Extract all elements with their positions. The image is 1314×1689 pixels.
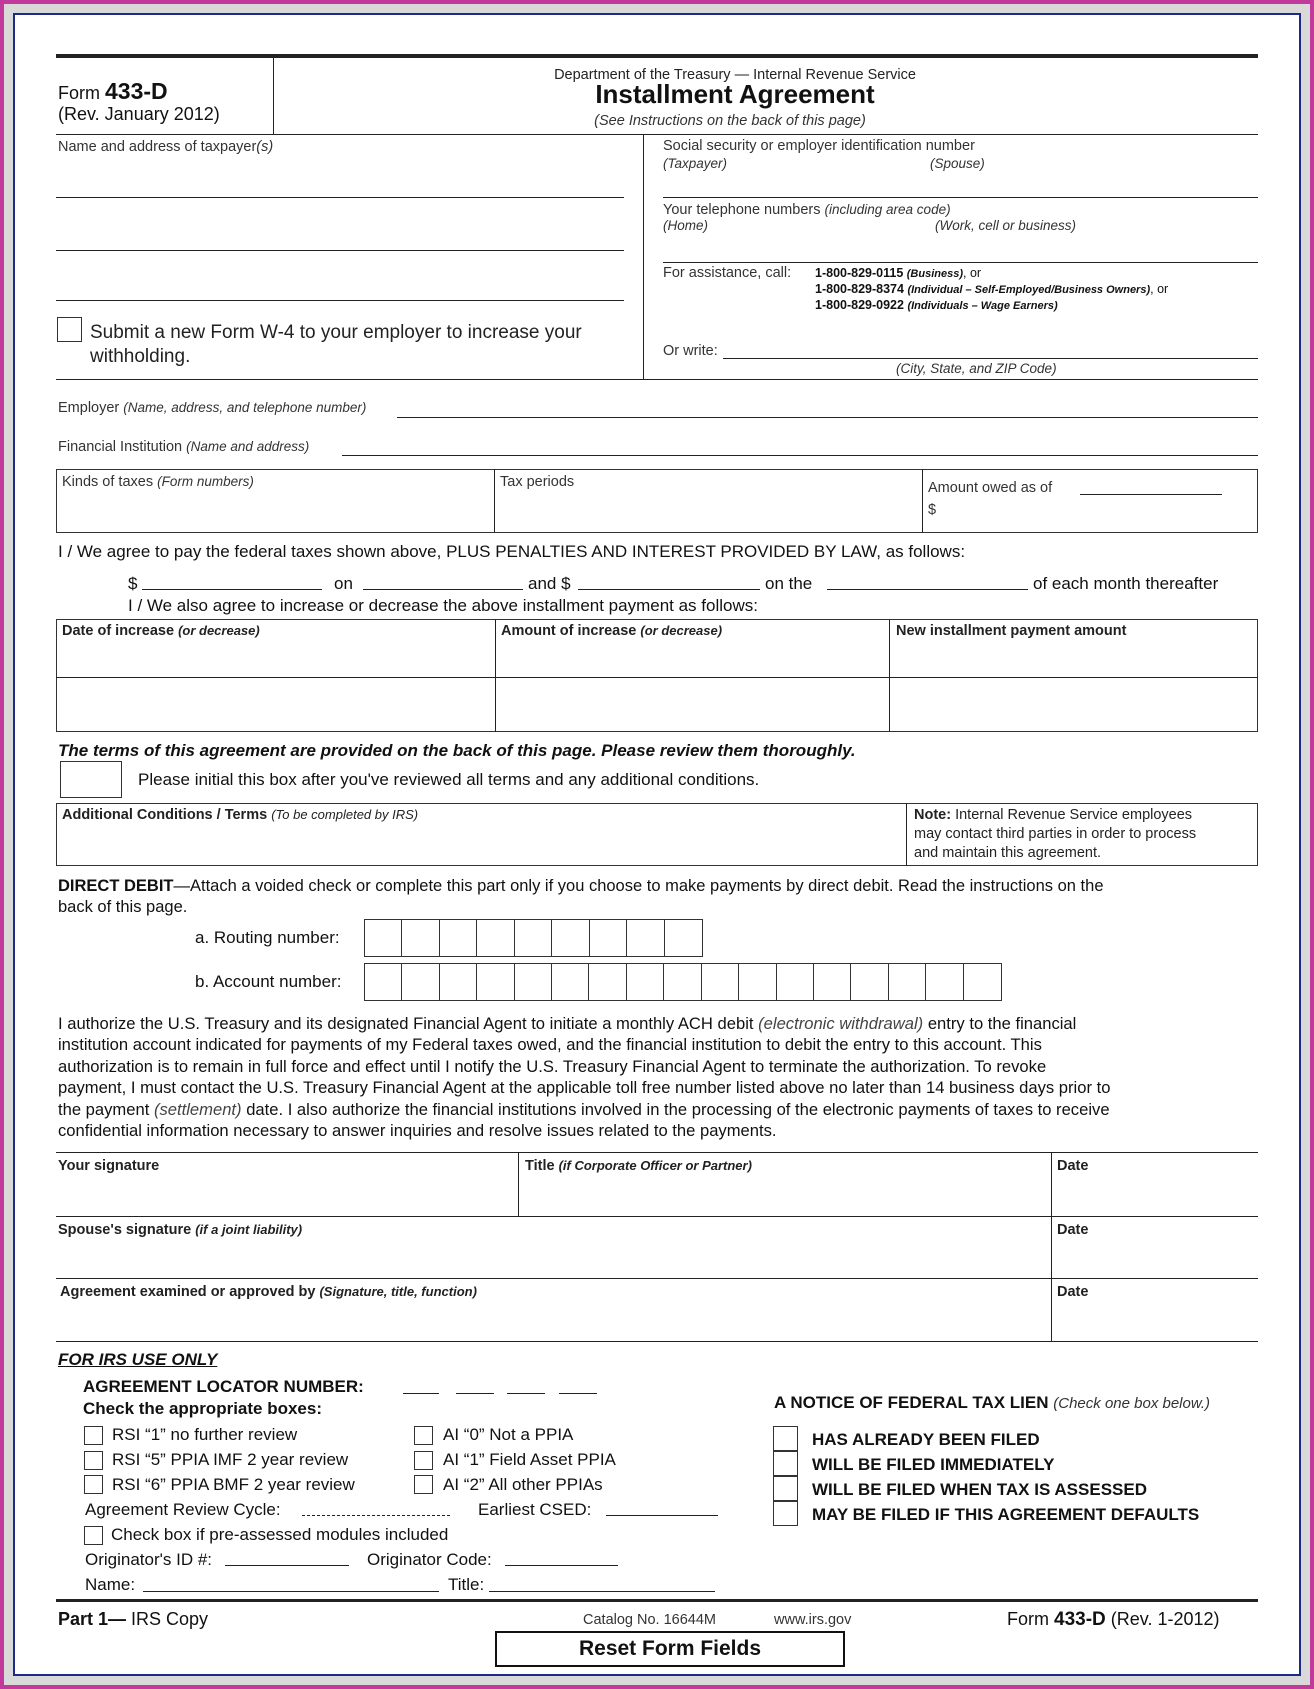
name-line[interactable] <box>143 1591 439 1592</box>
ai1-label: AI “1” Field Asset PPIA <box>443 1450 616 1469</box>
lien-opt2-label: WILL BE FILED IMMEDIATELY <box>812 1455 1055 1474</box>
initial-box[interactable] <box>60 761 122 798</box>
ssn-label: Social security or employer identification number <box>663 138 975 154</box>
account-digit-cell[interactable] <box>777 964 814 1000</box>
w4-text-2: withholding. <box>90 346 191 367</box>
account-digit-cell[interactable] <box>552 964 589 1000</box>
employer-label: Employer (Name, address, and telephone number) <box>58 400 367 416</box>
amount-owed-label: Amount owed as of <box>928 480 1053 496</box>
col-divider <box>494 469 495 533</box>
routing-digit-cell[interactable] <box>590 920 627 956</box>
day-of-month-line[interactable] <box>827 589 1028 590</box>
account-digit-cell[interactable] <box>365 964 402 1000</box>
title-label: Title: <box>448 1575 485 1594</box>
phone-label: Your telephone numbers (including area code) <box>663 202 951 218</box>
routing-digit-cell[interactable] <box>552 920 589 956</box>
financial-line[interactable] <box>342 455 1258 456</box>
ai2-checkbox[interactable] <box>414 1475 433 1494</box>
additional-conditions-label: Additional Conditions / Terms (To be completed by IRS) <box>62 807 419 823</box>
routing-digit-cell[interactable] <box>665 920 702 956</box>
originator-id-label: Originator's ID #: <box>85 1550 213 1569</box>
or-write-line[interactable] <box>723 358 1258 359</box>
amount-owed-date-line[interactable] <box>1080 494 1222 495</box>
pre-assessed-label: Check box if pre-assessed modules included <box>111 1525 449 1544</box>
department: Department of the Treasury — Internal Revenue Service <box>554 67 916 83</box>
lien-opt4-label: MAY BE FILED IF THIS AGREEMENT DEFAULTS <box>812 1505 1200 1524</box>
ssn-line[interactable] <box>663 197 1258 198</box>
col-divider <box>906 803 907 866</box>
taxpayer-name-label: Name and address of taxpayer(s) <box>58 139 274 155</box>
account-digit-cell[interactable] <box>739 964 776 1000</box>
rsi5-checkbox[interactable] <box>84 1451 103 1470</box>
account-digit-cell[interactable] <box>702 964 739 1000</box>
title-field[interactable]: Title (if Corporate Officer or Partner) <box>525 1158 752 1174</box>
agreement-on-the: on the <box>765 574 813 593</box>
col-divider <box>922 469 923 533</box>
kinds-of-taxes-label: Kinds of taxes (Form numbers) <box>62 474 254 490</box>
lien-opt1-checkbox[interactable] <box>773 1426 798 1451</box>
review-cycle-line[interactable] <box>302 1515 450 1517</box>
taxpayer-name-line-1[interactable] <box>56 197 624 198</box>
col-divider <box>889 619 890 732</box>
w4-checkbox[interactable] <box>57 317 82 342</box>
amount-owed-dollar: $ <box>928 502 937 518</box>
rsi5-label: RSI “5” PPIA IMF 2 year review <box>112 1450 349 1469</box>
payment-start-line[interactable] <box>363 589 523 590</box>
terms-heading: The terms of this agreement are provided on the back of this page. Please review them thoroughly. <box>58 741 856 760</box>
authorization-paragraph: I authorize the U.S. Treasury and its designated Financial Agent to initiate a monthly ACH debit (electronic withdrawal) entry to the financial institution account indicated for payments of my Federal taxes owed, and the financial institution to debit the entry to this account. This authorization is to remain in full force and effect until I notify the U.S. Treasury Financial Agent to terminate the authorization. To revoke payment, I must contact the U.S. Treasury Financial Agent at the applicable toll free number listed above no later than 14 business days prior to the payment (settlement) date. I also authorize the financial institutions involved in the processing of the electronic payments of taxes to receive confidential information necessary to answer inquiries and resolve issues related to the payments. <box>58 1014 1111 1141</box>
originator-id-line[interactable] <box>225 1565 349 1566</box>
account-digit-cell[interactable] <box>440 964 477 1000</box>
footer-form-ref: Form 433-D (Rev. 1-2012) <box>1007 1609 1220 1630</box>
lien-opt1-label: HAS ALREADY BEEN FILED <box>812 1430 1040 1449</box>
payment-amount-line[interactable] <box>142 589 322 590</box>
lien-opt3-checkbox[interactable] <box>773 1476 798 1501</box>
pre-assessed-checkbox[interactable] <box>84 1526 103 1545</box>
locator-line-1[interactable] <box>403 1393 439 1394</box>
conditions-note-3: and maintain this agreement. <box>914 845 1101 861</box>
phone-home-label: (Home) <box>663 218 709 233</box>
account-digit-cell[interactable] <box>889 964 926 1000</box>
examined-by-field[interactable]: Agreement examined or approved by (Signature, title, function) <box>60 1284 477 1300</box>
date-field-2[interactable]: Date <box>1057 1222 1089 1238</box>
account-digit-cell[interactable] <box>402 964 439 1000</box>
city-state-zip-label: (City, State, and ZIP Code) <box>896 361 1057 376</box>
account-digit-cell[interactable] <box>515 964 552 1000</box>
account-digit-cell[interactable] <box>477 964 514 1000</box>
originator-code-label: Originator Code: <box>367 1550 492 1569</box>
account-digit-cell[interactable] <box>814 964 851 1000</box>
or-write-label: Or write: <box>663 343 718 359</box>
footer-website: www.irs.gov <box>774 1612 852 1628</box>
top-rule <box>56 54 1258 58</box>
financial-label: Financial Institution (Name and address) <box>58 439 310 455</box>
account-label: b. Account number: <box>195 972 342 991</box>
agreement-line-3: I / We also agree to increase or decrease the above installment payment as follows: <box>128 596 758 615</box>
agreement-line-1: I / We agree to pay the federal taxes shown above, PLUS PENALTIES AND INTEREST PROVIDED BY LAW, as follows: <box>58 542 966 561</box>
routing-digit-cell[interactable] <box>402 920 439 956</box>
rule <box>56 1341 1258 1342</box>
locator-label: AGREEMENT LOCATOR NUMBER: <box>83 1377 364 1396</box>
conditions-note-1: Note: Internal Revenue Service employees <box>914 807 1193 823</box>
routing-label: a. Routing number: <box>195 928 340 947</box>
ai0-checkbox[interactable] <box>414 1426 433 1445</box>
rule <box>56 379 1258 380</box>
footer-rule <box>56 1599 1258 1602</box>
direct-debit-text-2: back of this page. <box>58 898 188 916</box>
routing-digit-cell[interactable] <box>515 920 552 956</box>
increase-date-header: Date of increase (or decrease) <box>62 623 260 639</box>
lien-opt4-checkbox[interactable] <box>773 1501 798 1526</box>
originator-code-line[interactable] <box>505 1565 618 1566</box>
col-divider <box>1051 1152 1052 1341</box>
account-digit-cell[interactable] <box>964 964 1001 1000</box>
routing-number-boxes[interactable] <box>364 919 703 957</box>
ai2-label: AI “2” All other PPIAs <box>443 1475 603 1494</box>
title-line[interactable] <box>489 1591 715 1592</box>
routing-digit-cell[interactable] <box>365 920 402 956</box>
footer-catalog: Catalog No. 16644M <box>583 1612 716 1628</box>
check-boxes-label: Check the appropriate boxes: <box>83 1399 323 1418</box>
assistance-phone-2: 1-800-829-8374 (Individual – Self-Employed/Business Owners), or <box>815 282 1169 296</box>
monthly-amount-line[interactable] <box>578 589 760 590</box>
review-cycle-label: Agreement Review Cycle: <box>85 1500 281 1519</box>
ssn-spouse-label: (Spouse) <box>930 156 985 171</box>
assistance-phone-3: 1-800-829-0922 (Individuals – Wage Earners) <box>815 298 1058 312</box>
col-divider <box>518 1152 519 1216</box>
initial-text: Please initial this box after you've reviewed all terms and any additional conditions. <box>138 770 760 789</box>
row-divider <box>56 677 1258 678</box>
date-field-1[interactable]: Date <box>1057 1158 1089 1174</box>
page-title: Installment Agreement <box>595 79 875 109</box>
tax-periods-label: Tax periods <box>500 474 575 490</box>
locator-line-4[interactable] <box>559 1393 597 1394</box>
ai0-label: AI “0” Not a PPIA <box>443 1425 574 1444</box>
account-digit-cell[interactable] <box>627 964 664 1000</box>
rsi6-label: RSI “6” PPIA BMF 2 year review <box>112 1475 355 1494</box>
lien-heading: A NOTICE OF FEDERAL TAX LIEN (Check one box below.) <box>774 1393 1211 1412</box>
ssn-taxpayer-label: (Taxpayer) <box>663 156 728 171</box>
lien-opt2-checkbox[interactable] <box>773 1451 798 1476</box>
form-revision: (Rev. January 2012) <box>58 104 220 124</box>
conditions-note-2: may contact third parties in order to process <box>914 826 1197 842</box>
footer-part: Part 1— IRS Copy <box>58 1609 209 1629</box>
ai1-checkbox[interactable] <box>414 1451 433 1470</box>
new-payment-header: New installment payment amount <box>896 623 1127 639</box>
account-digit-cell[interactable] <box>589 964 626 1000</box>
rsi6-checkbox[interactable] <box>84 1475 103 1494</box>
assistance-label: For assistance, call: <box>663 265 792 281</box>
agreement-dollar: $ <box>128 574 138 593</box>
account-digit-cell[interactable] <box>926 964 963 1000</box>
rule <box>56 1216 1258 1217</box>
name-label: Name: <box>85 1575 136 1594</box>
rsi1-checkbox[interactable] <box>84 1426 103 1445</box>
agreement-on: on <box>334 574 353 593</box>
locator-line-2[interactable] <box>456 1393 494 1394</box>
earliest-csed-line[interactable] <box>606 1515 718 1516</box>
earliest-csed-label: Earliest CSED: <box>478 1500 592 1519</box>
assistance-phone-1: 1-800-829-0115 (Business), or <box>815 266 982 280</box>
each-month-text: of each month thereafter <box>1033 574 1219 593</box>
spouse-signature-field[interactable]: Spouse's signature (if a joint liability) <box>58 1222 303 1238</box>
rule <box>56 1278 1258 1279</box>
phone-line[interactable] <box>663 262 1258 263</box>
phone-work-label: (Work, cell or business) <box>935 218 1077 233</box>
taxpayer-name-line-3[interactable] <box>56 300 624 301</box>
reset-form-button[interactable]: Reset Form Fields <box>495 1631 845 1667</box>
employer-line[interactable] <box>397 417 1258 418</box>
account-digit-cell[interactable] <box>851 964 888 1000</box>
form-id: Form 433-D <box>58 78 168 104</box>
irs-use-heading: FOR IRS USE ONLY <box>58 1350 218 1369</box>
instructions-note: (See Instructions on the back of this page) <box>594 113 866 129</box>
increase-amount-header: Amount of increase (or decrease) <box>501 623 723 639</box>
your-signature-field[interactable]: Your signature <box>58 1158 160 1174</box>
col-divider <box>495 619 496 732</box>
account-digit-cell[interactable] <box>664 964 701 1000</box>
locator-line-3[interactable] <box>507 1393 545 1394</box>
section-divider <box>643 134 644 379</box>
rsi1-label: RSI “1” no further review <box>112 1425 298 1444</box>
direct-debit-text-1: DIRECT DEBIT—Attach a voided check or complete this part only if you choose to make payments by direct debit. Read the instructions on the <box>58 877 1104 895</box>
w4-text-1: Submit a new Form W-4 to your employer to increase your <box>90 322 582 343</box>
routing-digit-cell[interactable] <box>440 920 477 956</box>
taxpayer-name-line-2[interactable] <box>56 250 624 251</box>
routing-digit-cell[interactable] <box>477 920 514 956</box>
account-number-boxes[interactable] <box>364 963 1002 1001</box>
routing-digit-cell[interactable] <box>627 920 664 956</box>
rule <box>56 1152 1258 1153</box>
agreement-and: and $ <box>528 574 571 593</box>
lien-opt3-label: WILL BE FILED WHEN TAX IS ASSESSED <box>812 1480 1147 1499</box>
date-field-3[interactable]: Date <box>1057 1284 1089 1300</box>
rule <box>56 134 1258 135</box>
